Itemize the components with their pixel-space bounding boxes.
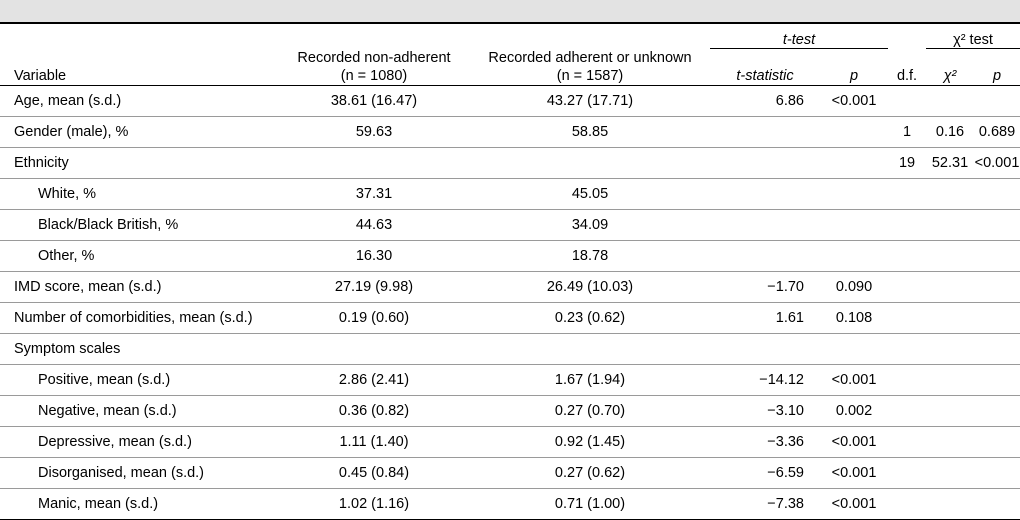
cell-non-adherent: 0.19 (0.60) (278, 302, 470, 333)
cell-variable: Black/Black British, % (0, 209, 278, 240)
table-row (0, 178, 1020, 209)
cell-chi (926, 364, 974, 395)
cell-adherent: 0.27 (0.70) (470, 395, 710, 426)
cell-t-p: <0.001 (820, 488, 888, 519)
cell-t-statistic: −3.36 (710, 426, 820, 457)
header-group-spacer-variable (0, 24, 278, 49)
cell-non-adherent: 44.63 (278, 209, 470, 240)
cell-adherent: 58.85 (470, 116, 710, 147)
cell-adherent: 43.27 (17.71) (470, 85, 710, 116)
cell-chi-p (974, 364, 1020, 395)
header-group-row (0, 24, 1020, 49)
header-group-ttest: t-test (710, 24, 888, 49)
cell-chi (926, 271, 974, 302)
cell-variable: Negative, mean (s.d.) (0, 395, 278, 426)
cell-chi (926, 85, 974, 116)
cell-t-statistic: −7.38 (710, 488, 820, 519)
cell-df (888, 240, 926, 271)
cell-chi-p (974, 333, 1020, 364)
cell-t-p (820, 240, 888, 271)
cell-t-p (820, 178, 888, 209)
cell-adherent: 18.78 (470, 240, 710, 271)
cell-variable: Number of comorbidities, mean (s.d.) (0, 302, 278, 333)
cell-t-statistic (710, 209, 820, 240)
cell-non-adherent: 38.61 (16.47) (278, 85, 470, 116)
table-row (0, 240, 1020, 271)
table-header (0, 24, 1020, 85)
cell-t-p: 0.090 (820, 271, 888, 302)
header-t-statistic: t-statistic (710, 49, 820, 86)
cell-chi (926, 395, 974, 426)
header-variable: Variable (0, 49, 278, 86)
cell-chi (926, 426, 974, 457)
cell-t-p (820, 116, 888, 147)
cell-t-p: <0.001 (820, 85, 888, 116)
header-group-chitest: χ² test (926, 24, 1020, 49)
cell-adherent: 45.05 (470, 178, 710, 209)
cell-df (888, 395, 926, 426)
cell-variable: Disorganised, mean (s.d.) (0, 457, 278, 488)
cell-chi-p (974, 395, 1020, 426)
cell-non-adherent: 1.11 (1.40) (278, 426, 470, 457)
cell-adherent: 34.09 (470, 209, 710, 240)
cell-t-statistic: −6.59 (710, 457, 820, 488)
page-top-band (0, 0, 1020, 24)
cell-df: 1 (888, 116, 926, 147)
cell-df (888, 302, 926, 333)
cell-variable: IMD score, mean (s.d.) (0, 271, 278, 302)
cell-adherent (470, 147, 710, 178)
cell-non-adherent: 0.36 (0.82) (278, 395, 470, 426)
cell-t-statistic (710, 116, 820, 147)
cell-variable: Positive, mean (s.d.) (0, 364, 278, 395)
cell-t-statistic: 1.61 (710, 302, 820, 333)
cell-t-statistic: −14.12 (710, 364, 820, 395)
table-row (0, 116, 1020, 147)
statistics-table (0, 24, 1020, 520)
header-adherent (470, 49, 710, 86)
header-group-spacer-non-adherent (278, 24, 470, 49)
table-row (0, 333, 1020, 364)
cell-adherent: 0.23 (0.62) (470, 302, 710, 333)
cell-t-statistic: −3.10 (710, 395, 820, 426)
cell-chi-p: 0.689 (974, 116, 1020, 147)
cell-chi (926, 333, 974, 364)
cell-t-statistic (710, 333, 820, 364)
header-chi: χ² (926, 49, 974, 86)
cell-chi-p (974, 426, 1020, 457)
cell-adherent: 0.71 (1.00) (470, 488, 710, 519)
cell-t-p: <0.001 (820, 426, 888, 457)
cell-t-statistic: 6.86 (710, 85, 820, 116)
cell-chi-p (974, 209, 1020, 240)
statistics-table-container (0, 24, 1020, 520)
cell-variable: Symptom scales (0, 333, 278, 364)
cell-chi-p (974, 457, 1020, 488)
cell-chi-p: <0.001 (974, 147, 1020, 178)
cell-adherent (470, 333, 710, 364)
table-row (0, 271, 1020, 302)
cell-chi: 0.16 (926, 116, 974, 147)
header-chi-p: p (974, 49, 1020, 86)
header-adherent-line1: Recorded adherent or unknown (488, 49, 692, 66)
cell-chi-p (974, 85, 1020, 116)
cell-chi-p (974, 240, 1020, 271)
table-row (0, 302, 1020, 333)
header-non-adherent (278, 49, 470, 86)
cell-chi-p (974, 302, 1020, 333)
cell-df (888, 271, 926, 302)
cell-chi (926, 302, 974, 333)
table-row (0, 364, 1020, 395)
cell-variable: Ethnicity (0, 147, 278, 178)
cell-variable: Depressive, mean (s.d.) (0, 426, 278, 457)
cell-t-p: <0.001 (820, 364, 888, 395)
cell-non-adherent: 37.31 (278, 178, 470, 209)
cell-t-statistic (710, 147, 820, 178)
cell-t-p: 0.108 (820, 302, 888, 333)
cell-chi-p (974, 178, 1020, 209)
cell-chi: 52.31 (926, 147, 974, 178)
header-t-p: p (820, 49, 888, 86)
header-labels-row (0, 49, 1020, 86)
cell-chi (926, 178, 974, 209)
cell-df (888, 364, 926, 395)
cell-df (888, 457, 926, 488)
cell-df (888, 209, 926, 240)
cell-chi (926, 209, 974, 240)
table-row (0, 209, 1020, 240)
cell-t-statistic (710, 178, 820, 209)
header-group-spacer-df (888, 24, 926, 49)
cell-non-adherent: 16.30 (278, 240, 470, 271)
cell-df: 19 (888, 147, 926, 178)
cell-adherent: 26.49 (10.03) (470, 271, 710, 302)
cell-t-p: 0.002 (820, 395, 888, 426)
cell-non-adherent: 0.45 (0.84) (278, 457, 470, 488)
cell-t-p (820, 209, 888, 240)
cell-non-adherent (278, 333, 470, 364)
header-adherent-line2: (n = 1587) (556, 67, 624, 84)
table-row (0, 426, 1020, 457)
table-row (0, 85, 1020, 116)
header-non-adherent-line1: Recorded non-adherent (297, 49, 451, 66)
cell-variable: White, % (0, 178, 278, 209)
cell-df (888, 85, 926, 116)
cell-variable: Age, mean (s.d.) (0, 85, 278, 116)
cell-df (888, 333, 926, 364)
cell-t-p: <0.001 (820, 457, 888, 488)
table-body (0, 85, 1020, 519)
table-row (0, 395, 1020, 426)
cell-t-statistic: −1.70 (710, 271, 820, 302)
cell-t-p (820, 333, 888, 364)
cell-df (888, 426, 926, 457)
cell-adherent: 1.67 (1.94) (470, 364, 710, 395)
cell-non-adherent: 1.02 (1.16) (278, 488, 470, 519)
table-row (0, 147, 1020, 178)
cell-chi (926, 240, 974, 271)
header-non-adherent-line2: (n = 1080) (340, 67, 408, 84)
cell-chi-p (974, 271, 1020, 302)
cell-non-adherent: 2.86 (2.41) (278, 364, 470, 395)
cell-non-adherent: 59.63 (278, 116, 470, 147)
cell-variable: Other, % (0, 240, 278, 271)
cell-variable: Manic, mean (s.d.) (0, 488, 278, 519)
header-group-spacer-adherent (470, 24, 710, 49)
cell-t-statistic (710, 240, 820, 271)
header-df: d.f. (888, 49, 926, 86)
cell-t-p (820, 147, 888, 178)
table-row (0, 457, 1020, 488)
cell-adherent: 0.92 (1.45) (470, 426, 710, 457)
cell-adherent: 0.27 (0.62) (470, 457, 710, 488)
cell-df (888, 178, 926, 209)
cell-chi (926, 457, 974, 488)
cell-variable: Gender (male), % (0, 116, 278, 147)
cell-non-adherent: 27.19 (9.98) (278, 271, 470, 302)
cell-non-adherent (278, 147, 470, 178)
